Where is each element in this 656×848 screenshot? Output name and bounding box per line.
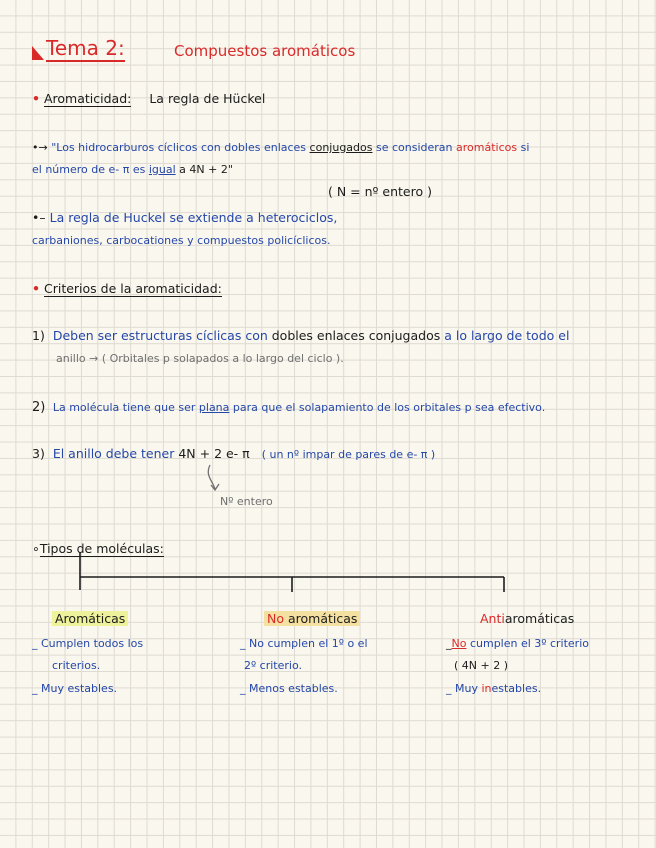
rule-aromaticos: aromáticos — [456, 141, 518, 154]
extend-line-2: carbaniones, carbocationes y compuestos policíclicos. — [32, 234, 331, 247]
title-tema: Tema 2: — [46, 36, 125, 60]
c3-formula: 4N + 2 e- π — [178, 446, 250, 461]
extend-line-1 — [32, 210, 337, 225]
criterion-3 — [32, 446, 435, 461]
bullet-circle-icon: ∘ — [32, 541, 40, 556]
c2-text-a: La molécula tiene que ser — [52, 401, 199, 414]
c1-text-c: a lo largo de todo el — [440, 328, 570, 343]
title-subject: Compuestos aromáticos — [174, 42, 356, 60]
antiaromatic-in: in — [481, 682, 492, 695]
arrow-head-icon — [211, 484, 219, 490]
col-antiaromatic-item-1: _No cumplen el 3º criterio — [446, 637, 589, 650]
rule-text-a: "Los hidrocarburos cíclicos con dobles enlaces — [51, 141, 310, 154]
criterion-2 — [32, 400, 545, 415]
title-triangle-icon — [32, 46, 44, 60]
criteria-label: Criterios de la aromaticidad: — [43, 281, 222, 296]
bullet-arrow: •→ — [32, 141, 48, 154]
nonaromatic-no: No — [267, 611, 284, 626]
c2-plana: plana — [198, 401, 230, 414]
bullet-dot-icon: • — [32, 281, 40, 296]
c2-text-b: para que el solapamiento de los orbitales p sea efectivo. — [229, 401, 546, 414]
rule-text-c: si — [517, 141, 530, 154]
antiaromatic-anti: Anti — [480, 611, 505, 626]
bullet-dash: •– — [32, 210, 46, 225]
section-aromaticity-heading — [32, 91, 265, 106]
section-types-heading — [32, 541, 164, 556]
c3-text-a: El anillo debe tener — [52, 446, 179, 461]
col-aromatic-item-1: _ Cumplen todos los — [32, 637, 144, 650]
col-nonaromatic-item-1: _ No cumplen el 1º o el — [240, 637, 368, 650]
rule-text-b: se consideran — [372, 141, 457, 154]
aromatic-title-text: Aromáticas — [52, 611, 128, 626]
col-nonaromatic-item-2: 2º criterio. — [244, 659, 302, 672]
antiaromatic-no: No — [451, 637, 467, 650]
criterion-3-number: 3) — [32, 446, 45, 461]
col-antiaromatic-item-3 — [446, 682, 541, 695]
rule-formula: a 4N + 2" — [175, 163, 233, 176]
rule-line-2 — [32, 163, 233, 176]
extend-text-1: La regla de Huckel se extiende a heterociclos, — [49, 210, 338, 225]
col-antiaromatic-item-2: ( 4N + 2 ) — [454, 659, 509, 672]
criterion-1-line-2 — [56, 352, 344, 365]
integer-note: Nº entero — [220, 495, 273, 508]
huckel-rule-label: La regla de Hückel — [149, 91, 266, 106]
criterion-2-number: 2) — [32, 400, 46, 415]
antiaromatic-rest: aromáticas — [504, 611, 575, 626]
c1-text-b: con — [241, 328, 272, 343]
c1-ciclicas: cíclicas — [196, 328, 242, 343]
c1-text-a: Deben ser estructuras — [52, 328, 197, 343]
c3-text-b: ( un nº impar de pares de e- π ) — [261, 448, 436, 461]
criterion-1-line-1 — [32, 328, 569, 343]
col-antiaromatic-title — [480, 611, 574, 626]
rule-line-1 — [32, 141, 529, 154]
criterion-1-number: 1) — [32, 328, 45, 343]
page-title — [46, 36, 125, 60]
types-label: Tipos de moléculas: — [39, 541, 164, 556]
col-aromatic-title — [52, 611, 128, 626]
c1-dobles: dobles enlaces conjugados — [271, 328, 441, 343]
section-criteria-heading — [32, 281, 222, 296]
antiaromatic-item3-b: estables. — [491, 682, 542, 695]
col-nonaromatic-title — [264, 611, 360, 626]
n-integer-note: ( N = nº entero ) — [328, 184, 432, 199]
rule-text-d: el número de e- π es — [32, 163, 149, 176]
antiaromatic-item1-rest: cumplen el 3º criterio — [466, 637, 589, 650]
col-nonaromatic-item-3: _ Menos estables. — [240, 682, 338, 695]
antiaromatic-item3-a: _ Muy — [446, 682, 482, 695]
col-aromatic-item-3: _ Muy estables. — [32, 682, 118, 695]
nonaromatic-rest: aromáticas — [284, 611, 358, 626]
bullet-dot-icon: • — [32, 91, 40, 106]
c1-line2-text: anillo → ( Orbitales p solapados a lo largo del ciclo ). — [56, 352, 344, 365]
aromaticity-label: Aromaticidad: — [43, 91, 132, 106]
rule-conjugados: conjugados — [309, 141, 373, 154]
col-aromatic-item-2: criterios. — [52, 659, 101, 672]
rule-igual: igual — [148, 163, 176, 176]
